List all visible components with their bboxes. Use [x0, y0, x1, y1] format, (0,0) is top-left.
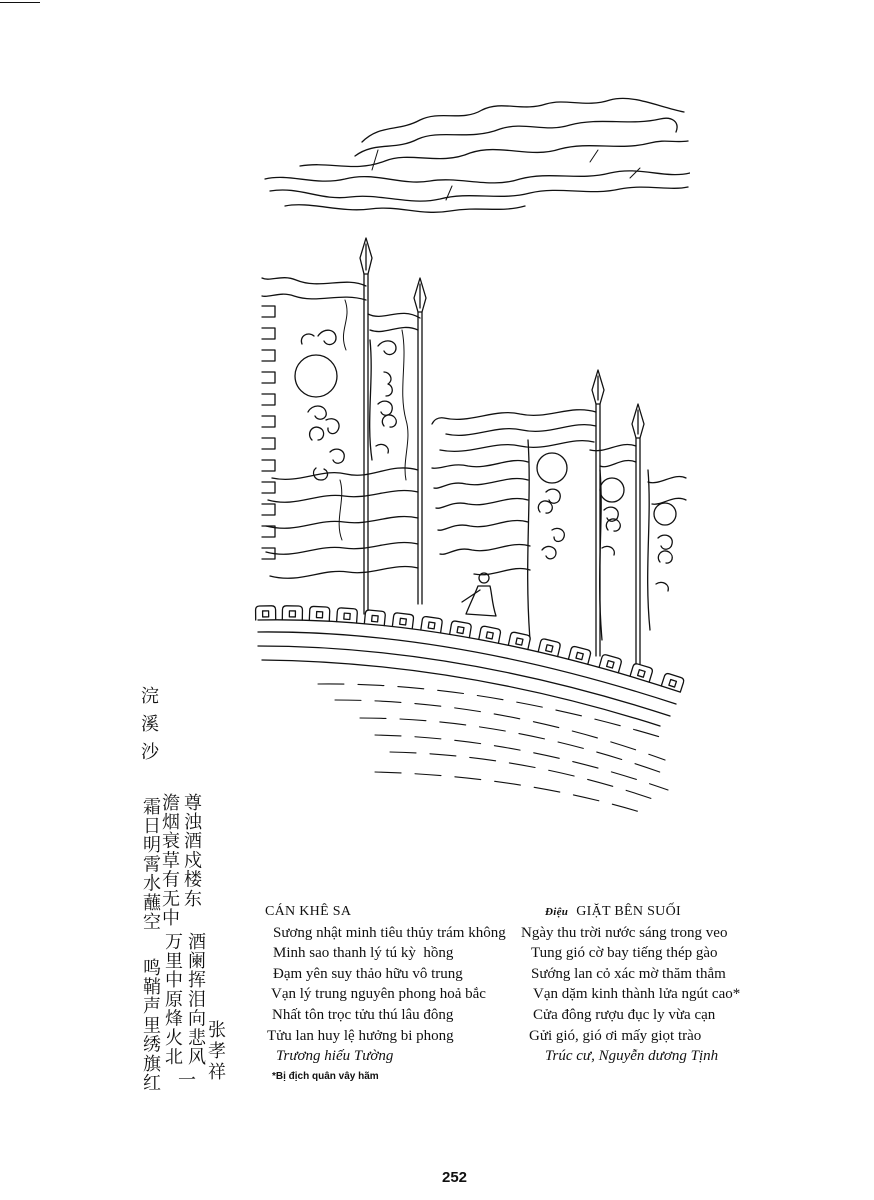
poem-line: Ngày thu trời nước sáng trong veo: [521, 924, 728, 941]
wall-merlon: [508, 632, 531, 650]
spear-tip: [592, 370, 604, 404]
flag-fabric-line: [402, 330, 408, 480]
flag-streamer: [262, 278, 366, 286]
flag-fabric-line: [339, 300, 347, 540]
flag-streamer: [272, 468, 418, 479]
translation-title: [520, 902, 780, 923]
poem-line: Minh sao thanh lý tú kỳ hồng: [273, 945, 454, 962]
translation-left: [265, 902, 525, 1087]
translation-right: [520, 902, 780, 1067]
flag-sun-emblem: [654, 503, 676, 525]
ground-dash-line: [375, 772, 640, 812]
ground-dash-line: [390, 752, 664, 803]
poem-line: Tửu lan huy lệ hưởng bi phong: [267, 1027, 454, 1044]
spear-tip: [632, 404, 644, 438]
city-wall: [256, 606, 685, 726]
poem-line: Vạn lý trung nguyên phong hoả bắc: [271, 986, 486, 1003]
cloud-line: [270, 187, 688, 201]
merlon-body: [337, 608, 358, 623]
flag-cloud-swirl: [538, 489, 564, 559]
flag-streamer: [266, 542, 418, 554]
translator-name: Trúc cư, Nguyễn dương Tịnh: [545, 1048, 719, 1065]
wall-merlon: [256, 606, 276, 620]
flag-streamer: [440, 544, 530, 554]
merlon-body: [508, 632, 531, 650]
wall-merlon: [568, 646, 591, 665]
flagpole: [596, 404, 600, 656]
chinese-poem-line: 一: [175, 1070, 196, 1090]
flag-cloud-swirl: [656, 535, 672, 591]
chinese-poem-line: 尊浊酒戍楼东: [181, 793, 202, 909]
flag-streamer: [368, 313, 420, 318]
spear-tip: [414, 278, 426, 312]
flag-sun-emblem: [600, 478, 624, 502]
merlon-body: [538, 638, 561, 656]
flag-4: [590, 444, 636, 640]
flag-edge: [528, 440, 530, 640]
chinese-poem-line: 鸣鞘声里绣旗红: [140, 958, 161, 1093]
spear-tip: [360, 238, 372, 274]
cloud-line: [355, 118, 677, 156]
flag-tassels: [262, 306, 275, 559]
poem-line: Sướng lan cỏ xác mờ thăm thẳm: [531, 965, 726, 982]
flag-streamer: [590, 444, 636, 450]
flag-streamer: [600, 460, 636, 466]
chinese-poem-line: 万里中原烽火北: [162, 932, 183, 1067]
wall-merlon: [282, 606, 302, 620]
scan-edge-mark: [0, 2, 40, 3]
flag-2: [368, 313, 420, 480]
poem-line: Nhất tôn trọc tửu thú lâu đông: [272, 1006, 454, 1023]
flag-streamer: [438, 520, 528, 530]
flag-sun-emblem: [295, 355, 337, 397]
flag-streamer: [370, 327, 418, 331]
merlon-body: [309, 606, 330, 621]
flag-streamer: [436, 498, 528, 508]
flag-streamer: [268, 490, 418, 502]
merlon-body: [364, 610, 385, 626]
cloud-line: [362, 98, 684, 142]
flag-streamer: [432, 410, 596, 424]
poem-line: Gửi gió, gió ơi mấy giọt trào: [529, 1027, 702, 1044]
poem-line: Đạm yên suy thảo hữu vô trung: [273, 965, 463, 982]
flagpole: [364, 274, 368, 614]
poem-line: Tung gió cờ bay tiếng thép gào: [531, 945, 718, 962]
translation-title: CÁN KHÊ SA: [265, 904, 352, 919]
ground-dash-line: [375, 735, 668, 790]
footnote: *Bị địch quân vây hãm: [272, 1070, 379, 1082]
flag-streamer: [262, 294, 366, 300]
figure-robe: [466, 586, 496, 616]
flag-lower-folds: [266, 468, 418, 578]
ground-lines: [318, 684, 670, 812]
cloud-line: [285, 205, 525, 213]
flag-edge: [648, 470, 650, 630]
wall-merlon: [309, 606, 330, 621]
title-text: GIẶT BÊN SUỐI: [576, 904, 681, 919]
flag-streamer: [434, 478, 528, 488]
chinese-poem-line: 澹烟衰草有无中: [159, 793, 180, 928]
flag-streamer: [446, 425, 596, 436]
flag-edge: [370, 340, 372, 460]
merlon-body: [256, 606, 276, 620]
chinese-poem-title: 浣溪沙: [138, 686, 159, 770]
flag-cloud-swirl: [308, 406, 344, 480]
figure-soldier: [462, 573, 496, 616]
title-prefix: Điệu: [545, 906, 569, 918]
illustration: [250, 90, 690, 820]
poem-line: Cửa đông rượu đục ly vừa cạn: [533, 1006, 716, 1023]
merlon-body: [568, 646, 591, 665]
poem-line: Sương nhật minh tiêu thủy trám không: [273, 924, 506, 941]
flag-streamer: [270, 566, 418, 578]
figure-arm: [462, 590, 480, 602]
flag-3: [432, 410, 596, 640]
translator-name: Trương hiếu Tường: [276, 1048, 394, 1065]
flag-cloud-swirl: [301, 330, 336, 344]
flag-streamer: [648, 476, 686, 482]
page-number: 252: [442, 1169, 468, 1186]
flag-streamer: [440, 441, 594, 452]
merlon-body: [282, 606, 302, 620]
poem-line: Vạn dặm kinh thành lửa ngút cao*: [533, 986, 741, 1003]
chinese-poem-author: 张孝祥: [205, 1020, 226, 1083]
chinese-poem-line: 霜日明霄水蘸空: [140, 797, 161, 932]
chinese-poem-line: 酒阑挥泪向悲风: [185, 932, 206, 1067]
wall-merlon: [364, 610, 385, 626]
flag-streamer: [432, 460, 528, 468]
flag-cloud-swirl: [602, 507, 620, 555]
wall-merlon: [538, 638, 561, 656]
flagpole: [636, 438, 640, 668]
flag-sun-emblem: [537, 453, 567, 483]
flag-streamer: [266, 516, 418, 528]
clouds: [265, 98, 690, 212]
flagpoles: [360, 238, 644, 668]
ground-dash-line: [360, 718, 668, 775]
ground-dash-line: [318, 684, 670, 740]
flag-cloud-swirl: [376, 341, 396, 453]
wall-merlon: [337, 608, 358, 623]
cloud-line: [265, 171, 690, 183]
flagpole: [418, 312, 422, 604]
flag-1: [262, 278, 366, 559]
flag-5: [648, 470, 686, 630]
